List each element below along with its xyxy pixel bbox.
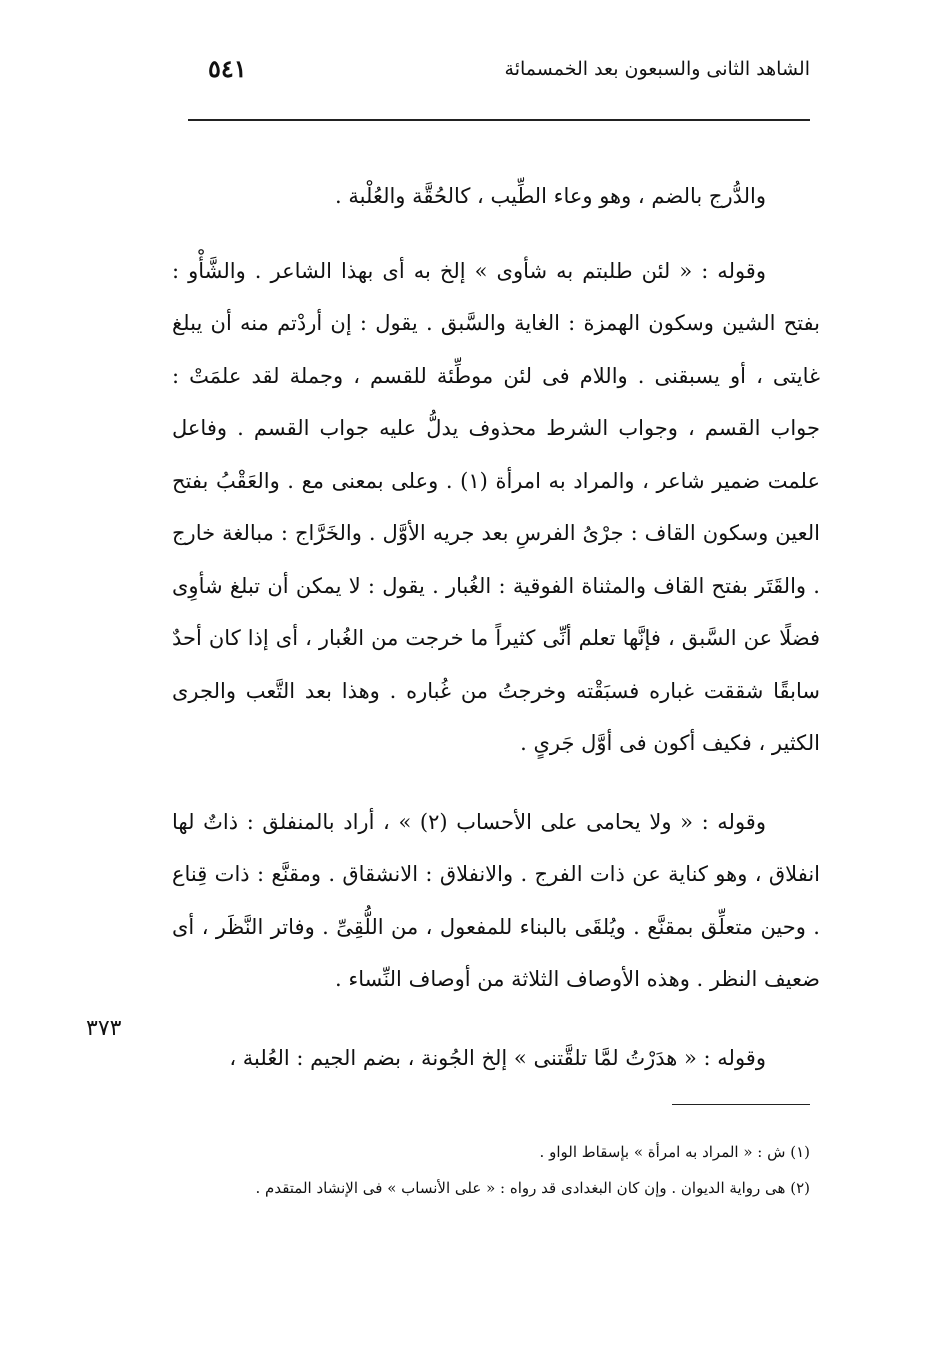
paragraph-4: وقوله : « هدَرْتُ لمَّا تلقَّتنى » إلخ الجُونة ، بضم الجيم : العُلبة ،	[229, 1045, 766, 1070]
header-rule	[188, 119, 810, 121]
body-text	[172, 170, 820, 1084]
margin-number: ٣٧٣	[86, 1016, 122, 1041]
running-title: الشاهد الثانى والسبعون بعد الخمسمائة	[504, 58, 810, 80]
paragraph-1: والدُّرج بالضم ، وهو وعاء الطِّيب ، كالحُقَّة والعُلْبة .	[335, 184, 766, 208]
page-number: ٥٤١	[208, 54, 247, 83]
paragraph-2: وقوله : « لئن طلبتم به شأوى » إلخ به أى بهذا الشاعر . والشَّأْو : بفتح الشين وسكون الهمزة : الغاية والسَّبق . يقول : إن أردْتم منه أن يبلغ غايتى ، أو يسبقنى . واللام فى لئن موطِّئة للقسم ، وجملة لقد علمَتْ : جواب القسم ، وجواب الشرط محذوف يدلُّ عليه جواب القسم . وفاعل علمت ضمير شاعر ، والمراد به امرأة (١) . وعلى بمعنى مع . والعَقْبُ بفتح العين وسكون القاف : جرْىُ الفرسِ بعد جريه الأوَّل . والخَرَّاج : مبالغة خارج . والقَتَر بفتح القاف والمثناة الفوقية : الغُبار . يقول : لا يمكن أن تبلغ شأوِى فضلًا عن السَّبق ، فإنَّها تعلم أنِّى كثيراً ما خرجت من الغُبار ، أى إذا كان أحدٌ سابقًا شققت غباره فسبَقْته وخرجتُ من غُباره . وهذا بعد التَّعب والجرى الكثير ، فكيف أكون فى أوَّل جَرىٍ .	[172, 258, 820, 755]
footnote-rule	[672, 1104, 810, 1105]
footnote-2: (٢) هى رواية الديوان . وإن كان البغدادى قد رواه : « على الأنساب » فى الإنشاد المتقدم .	[255, 1179, 810, 1197]
footnotes	[150, 1134, 810, 1206]
page-header	[180, 52, 810, 92]
paragraph-3: وقوله : « ولا يحامى على الأحساب (٢) » ، أراد بالمنفلق : ذاتٌ لها انفلاق ، وهو كناية عن ذات الفرج . والانفلاق : الانشقاق . ومقنَّع : ذات قِناع . وحين متعلِّق بمقنَّع . ويُلقَى بالبناء للمفعول ، من اللُّقِىِّ . وفاتر النَّظَر ، أى ضعيف النظر . وهذه الأوصاف الثلاثة من أوصاف النِّساء .	[172, 809, 820, 991]
footnote-1: (١) ش : « المراد به امرأة » بإسقاط الواو .	[539, 1143, 810, 1161]
